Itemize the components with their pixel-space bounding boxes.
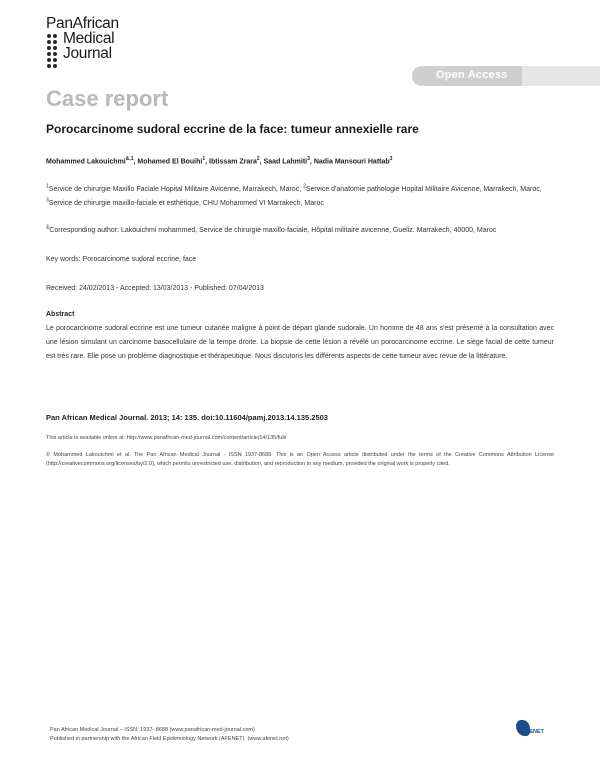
author-sup: 2 [256, 156, 260, 162]
author-name: Nadia Mansouri Hattab [313, 158, 390, 166]
affiliation-text: Service de chirurgie Maxillo Faciale Hopital Militaire Avicenne, Marrakech, Maroc, [48, 186, 304, 193]
author-list: Mohammed Lakouichmi$^{\&,1}$, Mohamed El Bouihi$^1$, Ibtissam Zrara$^2$, Saad Lahmiti$^3$, Nadia Mansouri Hattab$^3$ [46, 156, 393, 166]
citation: Pan African Medical Journal. 2013; 14: 135. doi:10.11604/pamj.2013.14.135.2503 [46, 413, 328, 422]
footer-line-1: Pan African Medical Journal – ISSN: 1937- 8688 (www.panafrican-med-journal.com) [50, 727, 255, 733]
author-name: Mohammed Lakouichmi [46, 158, 126, 166]
article-type: Case report [46, 86, 169, 111]
author-sup: 3 [307, 156, 310, 162]
logo-line-2: Medical [63, 30, 115, 47]
affiliations [46, 183, 554, 211]
affil-sup: 1 [46, 183, 49, 190]
author-sup: 3 [389, 156, 393, 162]
abstract-body: Le porocarcinome sudoral eccrine est une tumeur cutanée maligne à point de départ glande sudorale. Un homme de 48 ans s'est présenté à la consultation avec une lésion simulant un carcinome basocellulaire de la tempe droite. La biopsie de cette lésion a révélé un porocarcinome eccrine. Le siège facial de cette tumeur est très rare. Elle pose un problème diagnostique et thérapeutique. Nous discutons les différents aspects de cette tumeur avec revue de la littérature. [46, 325, 554, 360]
afenet-logo-text: AFENET [522, 729, 544, 735]
page-footer [50, 726, 289, 744]
author-name: Saad Lahmiti [263, 158, 308, 166]
author-sup: 1 [202, 156, 206, 162]
logo-dots-icon [46, 33, 60, 71]
footer-line-2: Published in partnership with the African Field Epidemiology Network (AFENET). (www.afenet.net) [50, 736, 289, 742]
affil-sup: 3 [46, 197, 49, 204]
abstract-heading: Abstract [46, 311, 75, 318]
logo-line-3: Journal [63, 45, 112, 62]
corr-sup: & [46, 224, 50, 231]
copyright-notice: © Mohammed Lakouichmi et al. The Pan African Medical Journal - ISSN 1937-8688. This is an Open Access article distributed under the terms of the Creative Commons Attribution License (http://creativecommons.org/licenses/by/2.0), which permits unrestricted use, distribution, and reproduction in any medium, provided the original work is properly cited. [46, 452, 554, 467]
open-access-label: Open Access [436, 69, 508, 81]
keywords: Key words: Porocarcinome sudoral eccrine, face [46, 256, 197, 263]
logo-line-1: PanAfrican [46, 15, 119, 32]
corr-text: Corresponding author: Lakouichmi mohammed, Service de chirurgie maxillo-faciale, Hôpital militaire avicenne, Gueliz. Marrakech, 40000, Maroc [49, 227, 497, 234]
available-online: This article is available online at: http://www.panafrican-med-journal.com/content/article/14/135/full/ [46, 435, 287, 441]
journal-logo [46, 16, 146, 76]
affiliation-text: Service d'anatomie pathologie Hopital Militaire Avicenne, Marrakech, Maroc, [305, 186, 542, 193]
affil-sup: 2 [303, 183, 306, 190]
author-name: Ibtissam Zrara [209, 158, 257, 166]
author-name: Mohamed El Bouihi [137, 158, 203, 166]
article-title: Porocarcinome sudoral eccrine de la face: tumeur annexielle rare [46, 122, 419, 136]
article-dates: Received: 24/02/2013 - Accepted: 13/03/2013 - Published: 07/04/2013 [46, 285, 264, 292]
afenet-logo [510, 720, 550, 742]
author-sup: &,1 [125, 156, 134, 162]
corresponding-author [46, 224, 554, 238]
affiliation-text: Service de chirurgie maxillo-faciale et esthétique, CHU Mohammed VI Marrakech, Maroc [48, 200, 324, 207]
